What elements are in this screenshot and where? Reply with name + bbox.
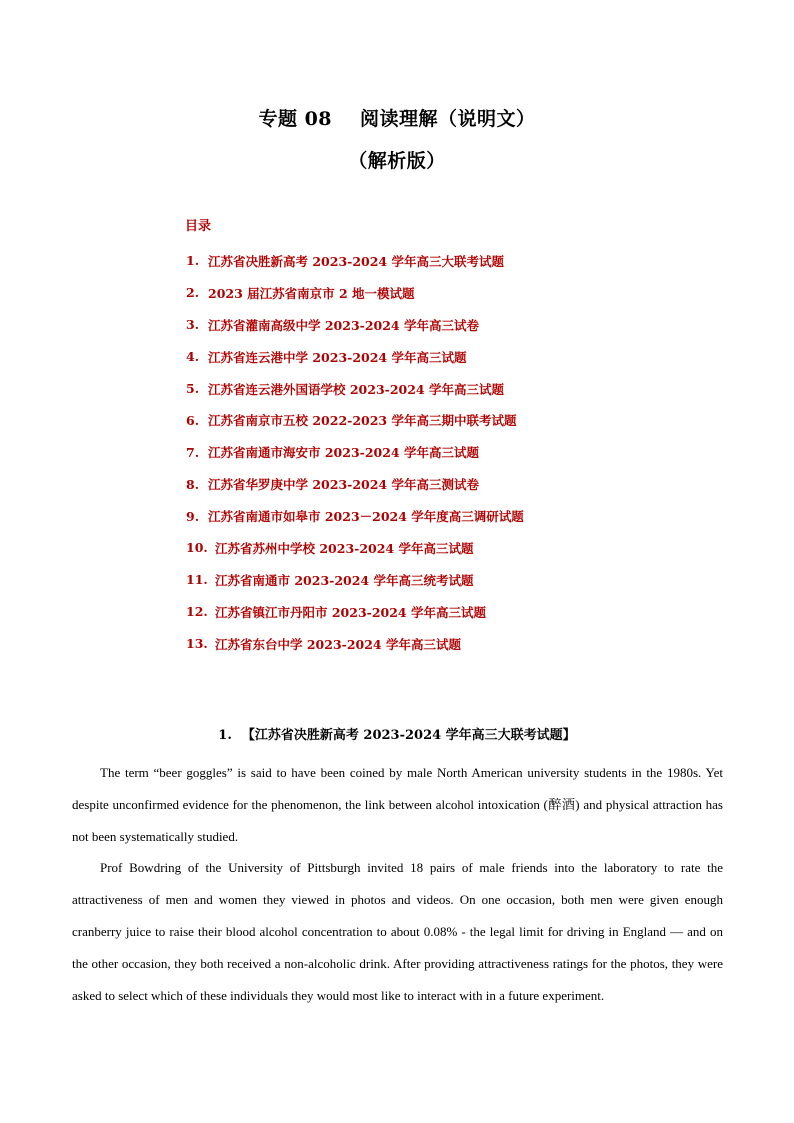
toc-item-link[interactable]: 江苏省连云港外国语学校 2023-2024 学年高三试题 [208, 381, 504, 397]
toc-item[interactable] [186, 245, 524, 277]
toc-item-number: 6. [186, 412, 200, 428]
toc-item[interactable] [186, 341, 524, 373]
passage-paragraph: The term “beer goggles” is said to have been coined by male North American university students in the 1980s. Yet despite unconfirmed evidence for the phenomenon, the link between alcohol intoxication (醉酒) and physical attraction has not been systematically studied. [72, 765, 723, 844]
toc-item[interactable] [186, 532, 524, 564]
toc-item-link[interactable]: 江苏省南通市如皋市 2023－2024 学年度高三调研试题 [208, 509, 524, 525]
toc-item-number: 12. [186, 604, 208, 620]
toc-item[interactable] [186, 436, 524, 468]
toc-item-link[interactable]: 江苏省连云港中学 2023-2024 学年高三试题 [208, 349, 467, 365]
title-prefix: 专题 08 [258, 108, 333, 130]
toc-item[interactable] [186, 277, 524, 309]
toc-item[interactable] [186, 373, 524, 405]
toc-label: 目录 [185, 219, 212, 234]
passage-paragraph: Prof Bowdring of the University of Pittsburgh invited 18 pairs of male friends into the laboratory to rate the attractiveness of men and women they viewed in photos and videos. On one occasion, both men were given enough cranberry juice to raise their blood alcohol concentration to about 0.08% - the legal limit for driving in England — and on the other occasion, they both received a non-alcoholic drink. After providing attractiveness ratings for the photos, they were asked to select which of these individuals they would most like to interact with in a future experiment. [72, 860, 723, 1003]
toc-item-number: 2. [186, 285, 200, 301]
table-of-contents [186, 245, 524, 660]
toc-item-number: 10. [186, 540, 208, 556]
toc-item[interactable] [186, 628, 524, 660]
toc-item-number: 5. [186, 381, 200, 396]
toc-item-link[interactable]: 江苏省南通市 2023-2024 学年高三统考试题 [215, 572, 474, 588]
toc-item-link[interactable]: 江苏省南京市五校 2022-2023 学年高三期中联考试题 [208, 413, 517, 429]
toc-item-number: 13. [186, 636, 208, 652]
toc-item[interactable] [186, 596, 524, 628]
toc-item-number: 11. [186, 572, 208, 588]
toc-item-link[interactable]: 江苏省东台中学 2023-2024 学年高三试题 [215, 636, 461, 652]
section-title: 【江苏省决胜新高考 2023-2024 学年高三大联考试题】 [241, 728, 576, 743]
page-title [0, 104, 794, 131]
passage-body [72, 757, 723, 1011]
toc-item[interactable] [186, 564, 524, 596]
toc-item-link[interactable]: 江苏省苏州中学校 2023-2024 学年高三试题 [215, 540, 474, 556]
page-subtitle: （解析版） [348, 150, 446, 172]
toc-item[interactable] [186, 404, 524, 436]
toc-item[interactable] [186, 309, 524, 341]
toc-item-number: 9. [186, 508, 200, 524]
toc-item-link[interactable]: 江苏省决胜新高考 2023-2024 学年高三大联考试题 [208, 253, 504, 269]
toc-item-link[interactable]: 江苏省华罗庚中学 2023-2024 学年高三测试卷 [208, 477, 479, 493]
toc-item-number: 7. [186, 444, 200, 460]
toc-item[interactable] [186, 500, 524, 532]
toc-item-number: 8. [186, 476, 200, 492]
toc-item-link[interactable]: 江苏省南通市海安市 2023-2024 学年高三试题 [208, 445, 479, 461]
toc-item-link[interactable]: 2023 届江苏省南京市 2 地一模试题 [208, 285, 415, 301]
toc-item-number: 3. [186, 317, 200, 333]
section-number: 1. [218, 728, 232, 743]
section-heading [0, 724, 794, 743]
toc-item-number: 4. [186, 349, 200, 365]
toc-item-number: 1. [186, 253, 200, 269]
toc-item[interactable] [186, 468, 524, 500]
toc-item-link[interactable]: 江苏省镇江市丹阳市 2023-2024 学年高三试题 [215, 604, 486, 620]
title-main: 阅读理解（说明文） [360, 108, 536, 130]
toc-item-link[interactable]: 江苏省灌南高级中学 2023-2024 学年高三试卷 [208, 317, 479, 333]
